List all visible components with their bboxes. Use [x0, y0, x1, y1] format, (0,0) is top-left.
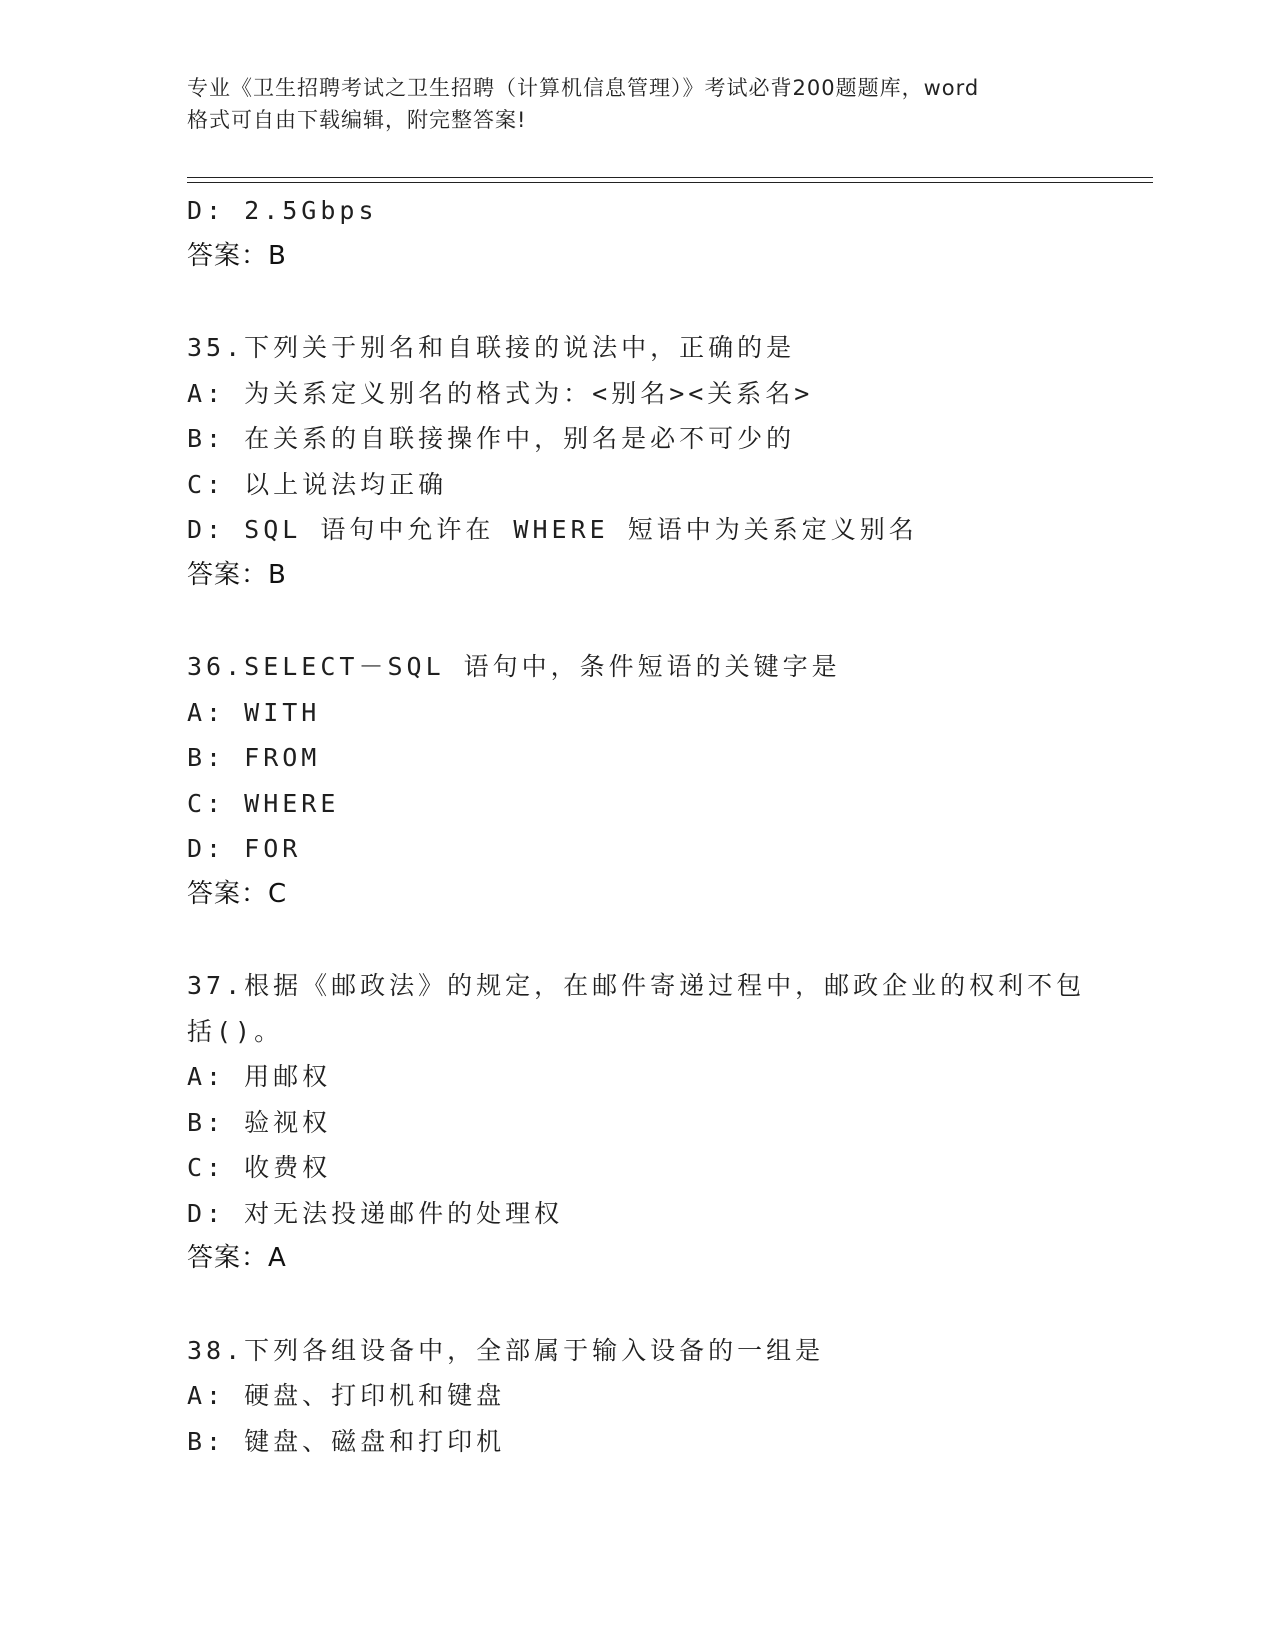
answer-line: 答案：B: [187, 559, 287, 590]
option-a: A: 为关系定义别名的格式为：<别名><关系名>: [187, 378, 814, 408]
question-stem: 35.下列关于别名和自联接的说法中，正确的是: [187, 333, 796, 362]
question-38: [187, 1328, 1147, 1465]
option-c: C: 收费权: [187, 1153, 332, 1182]
spacer: [187, 1282, 1147, 1328]
option-b: B: FROM: [187, 743, 321, 772]
answer-line: 答案：A: [187, 1243, 287, 1273]
question-36: [187, 644, 1147, 917]
option-b: B: 验视权: [187, 1107, 332, 1137]
option-a: A: 硬盘、打印机和键盘: [187, 1381, 506, 1410]
question-34-remainder: [187, 188, 1147, 279]
question-stem: 38.下列各组设备中，全部属于输入设备的一组是: [187, 1335, 825, 1365]
option-d: D: SQL 语句中允许在 WHERE 短语中为关系定义别名: [187, 515, 918, 544]
question-stem: 36.SELECT－SQL 语句中，条件短语的关键字是: [187, 652, 841, 681]
option-c: C: 以上说法均正确: [187, 469, 448, 499]
answer-line: 答案：B: [187, 240, 287, 271]
option-d: D: 2.5Gbps: [187, 196, 378, 225]
question-37: [187, 963, 1147, 1282]
document-header: [187, 72, 1087, 136]
header-divider-top: [187, 177, 1153, 178]
answer-line: 答案：C: [187, 878, 288, 909]
header-title-line-2: 格式可自由下载编辑，附完整答案!: [187, 108, 527, 132]
question-list: [187, 188, 1147, 1464]
option-c: C: WHERE: [187, 788, 340, 818]
question-stem-line-1: 37.根据《邮政法》的规定，在邮件寄递过程中，邮政企业的权利不包: [187, 971, 1086, 1000]
option-a: A: 用邮权: [187, 1062, 332, 1091]
spacer: [187, 917, 1147, 963]
header-divider-bottom: [187, 182, 1153, 183]
header-title-line-1: 专业《卫生招聘考试之卫生招聘（计算机信息管理）》考试必背200题题库，word: [187, 76, 980, 100]
option-b: B: 键盘、磁盘和打印机: [187, 1426, 506, 1456]
option-b: B: 在关系的自联接操作中，别名是必不可少的: [187, 424, 796, 453]
spacer: [187, 279, 1147, 325]
question-35: [187, 325, 1147, 598]
option-d: D: 对无法投递邮件的处理权: [187, 1198, 564, 1228]
spacer: [187, 598, 1147, 644]
option-d: D: FOR: [187, 834, 302, 863]
option-a: A: WITH: [187, 697, 321, 727]
question-stem-line-2: 括()。: [187, 1016, 284, 1046]
